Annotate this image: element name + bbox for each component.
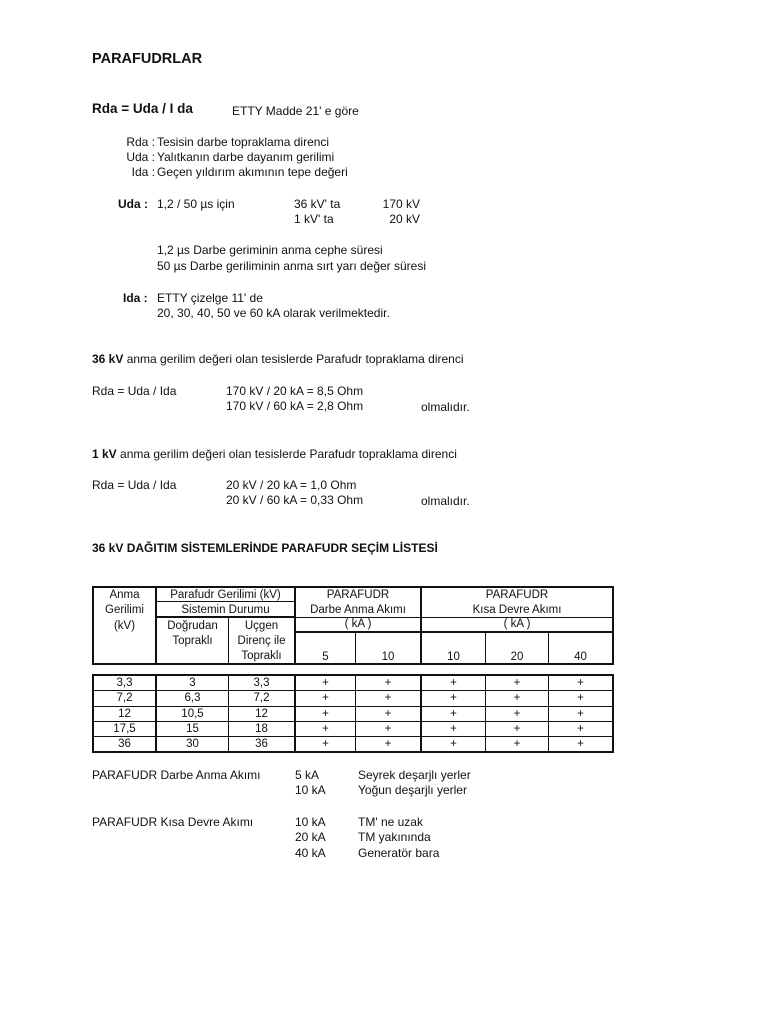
legend-desc: TM' ne uzak xyxy=(358,815,423,829)
table-cell: + xyxy=(513,677,521,689)
th-anma: (kV) xyxy=(113,620,136,632)
ida-text: ETTY çizelge 11' de xyxy=(157,291,263,305)
table-cell: 7,2 xyxy=(116,692,133,704)
legend-desc: Yoğun deşarjlı yerler xyxy=(358,783,467,797)
section-voltage: 36 kV xyxy=(92,352,124,366)
formula: Rda = Uda / I da xyxy=(92,101,193,116)
ida-label: Ida : xyxy=(123,291,148,305)
table-cell: + xyxy=(513,708,521,720)
table-cell: + xyxy=(384,692,392,704)
th-sub: 10 xyxy=(381,651,395,663)
th-sub: 10 xyxy=(447,651,460,663)
th-darbe: ( kA ) xyxy=(344,618,372,630)
table-cell: + xyxy=(450,738,457,750)
table-cell: + xyxy=(384,723,392,735)
th-darbe: PARAFUDR xyxy=(326,589,390,601)
table-cell: + xyxy=(577,692,584,704)
th-dogrudan: Doğrudan xyxy=(167,620,218,632)
section-heading-text: anma gerilim değeri olan tesislerde Parafudr topraklama direnci xyxy=(116,447,457,461)
legend-desc: Generatör bara xyxy=(358,846,440,860)
th-ucgen: Direnç ile xyxy=(237,635,286,647)
table-cell: 15 xyxy=(186,723,199,735)
table-cell: 7,2 xyxy=(253,692,270,704)
table-cell: + xyxy=(513,723,521,735)
uda-row-label: 1 kV' ta xyxy=(294,212,334,226)
legend-value: 10 kA xyxy=(295,783,326,797)
formula-reference: ETTY Madde 21' e göre xyxy=(232,104,359,118)
section-1kv-heading xyxy=(92,447,457,462)
th-kisa-devre: Kısa Devre Akımı xyxy=(472,604,562,616)
table-cell: + xyxy=(384,738,392,750)
table-cell: + xyxy=(322,738,329,750)
th-anma: Gerilimi xyxy=(105,604,144,616)
legend-value: 20 kA xyxy=(295,830,326,844)
section-voltage: 1 kV xyxy=(92,447,117,461)
table-cell: + xyxy=(450,723,457,735)
th-kisa-devre: PARAFUDR xyxy=(485,589,549,601)
th-ucgen: Uçgen xyxy=(244,620,279,632)
legend-label: PARAFUDR Kısa Devre Akımı xyxy=(92,815,254,829)
table-cell: 12 xyxy=(118,708,131,720)
def-text: Geçen yıldırım akımının tepe değeri xyxy=(157,165,348,179)
uda-row-value: 20 kV xyxy=(389,212,420,226)
th-darbe: Darbe Anma Akımı xyxy=(310,604,406,616)
calc-formula: Rda = Uda / Ida xyxy=(92,384,177,398)
table-cell: + xyxy=(577,677,584,689)
table-cell: 3,3 xyxy=(253,677,270,689)
calc-suffix: olmalıdır. xyxy=(421,494,470,508)
table-cell: + xyxy=(450,708,457,720)
table-cell: 3,3 xyxy=(116,677,133,689)
table-cell: + xyxy=(513,738,521,750)
th-sub: 20 xyxy=(510,651,524,663)
table-cell: + xyxy=(384,708,392,720)
table-cell: + xyxy=(450,692,457,704)
def-text: Tesisin darbe topraklama direnci xyxy=(157,135,330,149)
table-cell: + xyxy=(322,692,329,704)
table-cell: 10,5 xyxy=(181,708,204,720)
table-cell: 3 xyxy=(189,677,196,689)
legend-value: 40 kA xyxy=(295,846,326,860)
uda-row-label: 36 kV' ta xyxy=(294,197,341,211)
uda-note: 50 µs Darbe geriliminin anma sırt yarı değer süresi xyxy=(157,259,427,273)
th-sistemin-durumu: Sistemin Durumu xyxy=(181,604,270,616)
table-cell: 17,5 xyxy=(113,723,136,735)
uda-text: 1,2 / 50 µs için xyxy=(157,197,235,211)
table-cell: 36 xyxy=(255,738,268,750)
section-36kv-heading xyxy=(92,352,464,367)
calc-formula: Rda = Uda / Ida xyxy=(92,478,177,492)
th-dogrudan: Topraklı xyxy=(172,635,213,647)
table-cell: + xyxy=(577,723,584,735)
th-sub: 40 xyxy=(574,651,587,663)
ida-text: 20, 30, 40, 50 ve 60 kA olarak verilmektedir. xyxy=(157,306,390,320)
th-parafudr-gerilimi: Parafudr Gerilimi (kV) xyxy=(170,589,281,601)
table-cell: + xyxy=(513,692,521,704)
th-ucgen: Topraklı xyxy=(241,650,282,662)
table-cell: 18 xyxy=(255,723,268,735)
table-cell: + xyxy=(384,677,392,689)
legend-value: 5 kA xyxy=(295,768,320,782)
calc-line: 170 kV / 20 kA = 8,5 Ohm xyxy=(226,384,364,398)
table-title: 36 kV DAĞITIM SİSTEMLERİNDE PARAFUDR SEÇİM LİSTESİ xyxy=(92,541,438,555)
section-heading-text: anma gerilim değeri olan tesislerde Parafudr topraklama direnci xyxy=(123,352,464,366)
table-cell: 30 xyxy=(186,738,199,750)
calc-line: 20 kV / 20 kA = 1,0 Ohm xyxy=(226,478,357,492)
def-sym: Ida : xyxy=(131,165,155,179)
table-cell: 12 xyxy=(255,708,268,720)
calc-line: 20 kV / 60 kA = 0,33 Ohm xyxy=(226,493,364,507)
legend-desc: TM yakınında xyxy=(358,830,431,844)
def-text: Yalıtkanın darbe dayanım gerilimi xyxy=(157,150,335,164)
table-cell: 6,3 xyxy=(184,692,201,704)
uda-row-value: 170 kV xyxy=(382,197,420,211)
table-cell: + xyxy=(450,677,457,689)
table-cell: + xyxy=(577,708,584,720)
uda-note: 1,2 µs Darbe geriminin anma cephe süresi xyxy=(157,243,383,257)
legend-label: PARAFUDR Darbe Anma Akımı xyxy=(92,768,261,782)
legend-value: 10 kA xyxy=(295,815,326,829)
uda-label: Uda : xyxy=(118,197,148,211)
table-cell: + xyxy=(322,708,329,720)
def-sym: Uda : xyxy=(126,150,155,164)
th-kisa-devre: ( kA ) xyxy=(503,618,531,630)
calc-suffix: olmalıdır. xyxy=(421,400,470,414)
def-sym: Rda : xyxy=(126,135,155,149)
table-cell: + xyxy=(322,677,329,689)
table-cell: + xyxy=(322,723,329,735)
table-cell: 36 xyxy=(118,738,131,750)
page-title: PARAFUDRLAR xyxy=(92,51,203,67)
th-anma: Anma xyxy=(109,589,140,601)
calc-line: 170 kV / 60 kA = 2,8 Ohm xyxy=(226,399,364,413)
table-cell: + xyxy=(577,738,584,750)
th-sub: 5 xyxy=(322,651,329,663)
legend-desc: Seyrek deşarjlı yerler xyxy=(358,768,471,782)
